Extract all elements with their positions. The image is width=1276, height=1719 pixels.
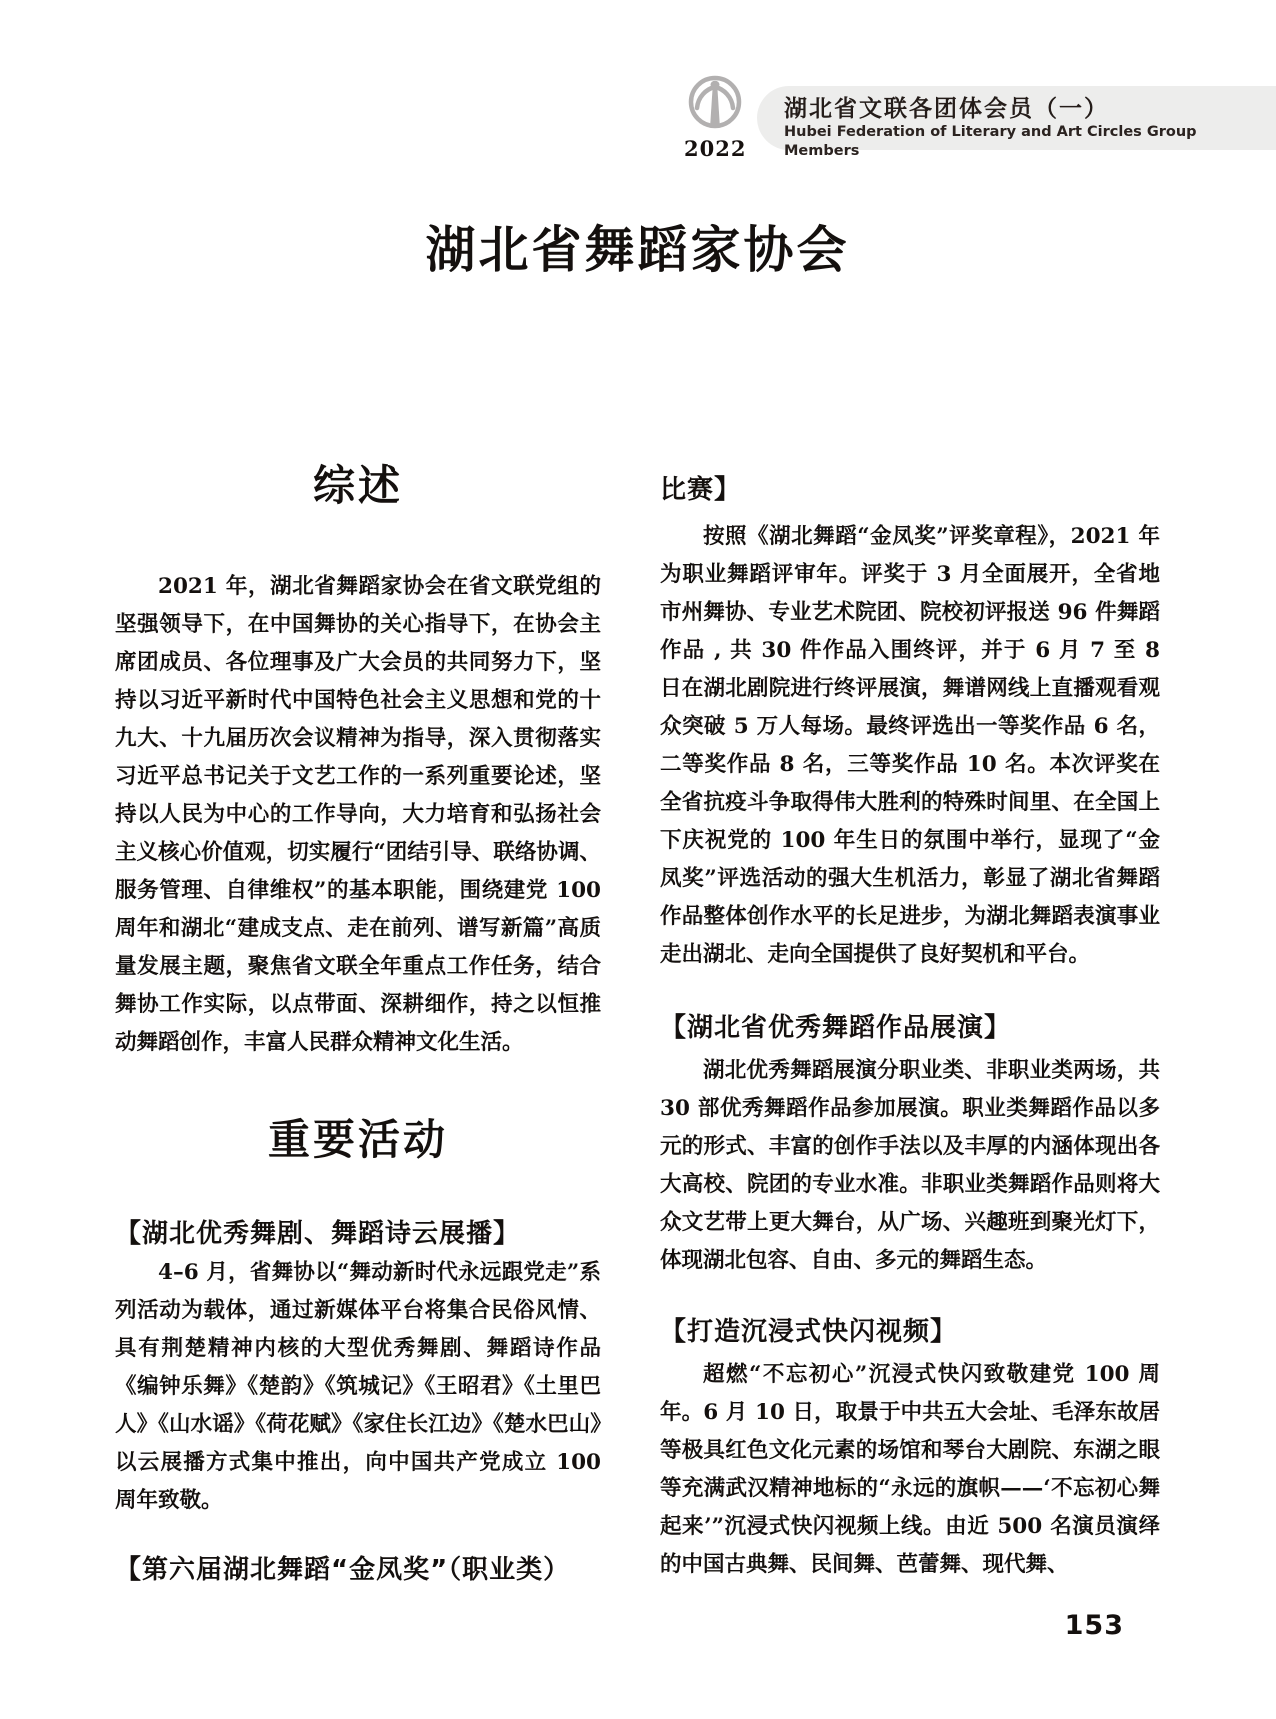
section2-paragraph: 按照《湖北舞蹈“金凤奖”评奖章程》，2021 年为职业舞蹈评审年。评奖于 3 月全面展开，全省地市州舞协、专业艺术院团、院校初评报送 96 件舞蹈作品 , 共 30 件作品入围终评，并于 6 月 7 至 8 日在湖北剧院进行终评展演，舞谱网线上直播观看观众突破 5 万人每场。最终评选出一等奖作品 6 名，二等奖作品 8 名，三等奖作品 10 名。本次评奖在全省抗疫斗争取得伟大胜利的特殊时间里、在全国上下庆祝党的 100 年生日的氛围中举行，显现了“金凤奖”评选活动的强大生机活力，彰显了湖北省舞蹈作品整体创作水平的长足进步，为湖北舞蹈表演事业走出湖北、走向全国提供了良好契机和平台。 [660, 524, 1160, 967]
activities-heading: 重要活动 [267, 1115, 448, 1164]
section2-heading-part1: 【第六届湖北舞蹈“金凤奖”（职业类） [115, 1555, 571, 1585]
federation-logo [684, 74, 746, 161]
section4-paragraph: 超燃“不忘初心”沉浸式快闪致敬建党 100 周年。6 月 10 日，取景于中共五大会址、毛泽东故居等极具红色文化元素的场馆和琴台大剧院、东湖之眼等充满武汉精神地标的“永远的旗帜——‘不忘初心舞起来’”沉浸式快闪视频上线。由近 500 名演员演绎的中国古典舞、民间舞、芭蕾舞、现代舞、 [660, 1362, 1160, 1577]
header-title-en: Hubei Federation of Literary and Art Circles Group Members [784, 124, 1197, 159]
section4-heading: 【打造沉浸式快闪视频】 [660, 1317, 958, 1347]
logo-year: 2022 [684, 136, 747, 161]
overview-paragraph: 2021 年，湖北省舞蹈家协会在省文联党组的坚强领导下，在中国舞协的关心指导下，在协会主席团成员、各位理事及广大会员的共同努力下，坚持以习近平新时代中国特色社会主义思想和党的十九大、十九届历次会议精神为指导，深入贯彻落实习近平总书记关于文艺工作的一系列重要论述，坚持以人民为中心的工作导向，大力培育和弘扬社会主义核心价值观，切实履行“团结引导、联络协调、服务管理、自律维权”的基本职能，围绕建党 100 周年和湖北“建成支点、走在前列、谱写新篇”高质量发展主题，聚焦省文联全年重点工作任务，结合舞协工作实际，以点带面、深耕细作，持之以恒推动舞蹈创作，丰富人民群众精神文化生活。 [115, 574, 601, 1055]
section2-heading-part2: 比赛】 [660, 475, 742, 505]
header-banner [757, 86, 1276, 159]
section3-paragraph: 湖北优秀舞蹈展演分职业类、非职业类两场，共 30 部优秀舞蹈作品参加展演。职业类舞蹈作品以多元的形式、丰富的创作手法以及丰厚的内涵体现出各大高校、院团的专业水准。非职业类舞蹈作品则将大众文艺带上更大舞台，从广场、兴趣班到聚光灯下，体现湖北包容、自由、多元的舞蹈生态。 [660, 1058, 1160, 1273]
overview-heading: 综述 [312, 461, 403, 510]
header-title-cn: 湖北省文联各团体会员（一） [784, 96, 1109, 122]
section1-heading: 【湖北优秀舞剧、舞蹈诗云展播】 [115, 1219, 521, 1249]
dancer-emblem-icon [686, 74, 744, 132]
left-column [115, 448, 601, 1590]
right-column [660, 470, 1160, 1584]
section1-paragraph: 4–6 月，省舞协以“舞动新时代永远跟党走”系列活动为载体，通过新媒体平台将集合民俗风情、具有荆楚精神内核的大型优秀舞剧、舞蹈诗作品《编钟乐舞》《楚韵》《筑城记》《王昭君》《土里巴人》《山水谣》《荷花赋》《家住长江边》《楚水巴山》以云展播方式集中推出，向中国共产党成立 100 周年致敬。 [115, 1260, 601, 1513]
page-number: 153 [1064, 1610, 1124, 1641]
article-title: 湖北省舞蹈家协会 [425, 220, 850, 279]
section3-heading: 【湖北省优秀舞蹈作品展演】 [660, 1013, 1012, 1043]
